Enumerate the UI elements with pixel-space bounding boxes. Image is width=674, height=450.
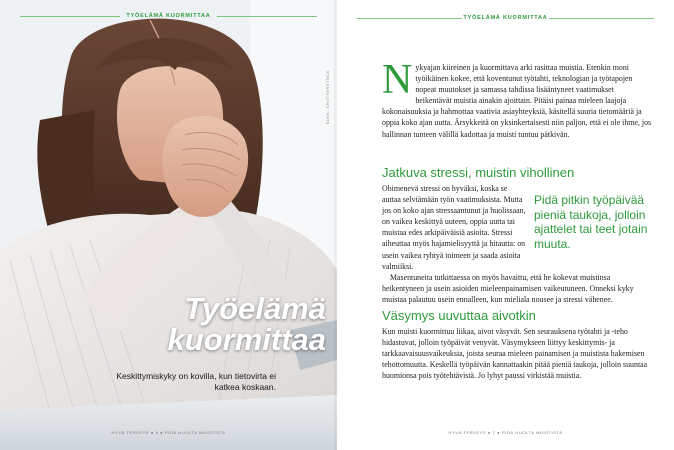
rule-line xyxy=(217,16,317,17)
pull-quote: Pidä pitkin työpäivää pieniä taukoja, jolloin ajattelet tai teet jotain muuta. xyxy=(534,193,648,251)
photo-credit: KUVA: SHUTTERSTOCK xyxy=(325,70,330,125)
feature-lead: Keskittymiskyky on kovilla, kun tietovirta ei katkea koskaan. xyxy=(116,371,276,392)
running-head-left xyxy=(0,13,337,19)
feature-title xyxy=(96,293,326,355)
stress-section xyxy=(382,183,652,305)
paragraph-stress: Ohimenevä stressi on hyväksi, koska se auttaa selviämään työn vaatimuksista. Mutta jos on koko ajan stressaantunut ja huolissaan, on vaikea keskittyä uuteen, oppia uutta tai muistaa edes arkipäiväisiä asioita. Stressi aiheuttaa myös hajamielisyyttä ja hitautta: on usein vaikea ryhtyä toimeen ja saada asioita valmiiksi. xyxy=(382,184,526,271)
running-head-right xyxy=(337,15,674,21)
title-line-2: kuormittaa xyxy=(167,322,326,357)
article-body xyxy=(382,57,652,382)
subheading-stress: Jatkuva stressi, muistin vihollinen xyxy=(382,165,575,180)
drop-cap: N xyxy=(382,57,413,103)
rule-line xyxy=(20,16,120,17)
rule-line xyxy=(549,18,654,19)
subheading-fatigue: Väsymys uuvuttaa aivotkin xyxy=(382,308,536,324)
intro-paragraph xyxy=(382,57,652,162)
intro-text: ykyajan kiireinen ja kuormittava arki rasittaa muistia. Etenkin moni työikäinen kokee, että koventunut työtahti, teknologian ja työtapojen nopeat muutokset ja samassa tahdissa lisääntyneet vaatimukset heikentävät muistia ainakin ajoittain. Pitäisi painaa mieleen laajoja kokonaisuuksia ja hahmottaa vaativia asiayhteyksiä, käsitellä suuria tietomääriä ja oppia koko ajan uutta. Ärsykkeitä on yksinkertaisesti niin paljon, että ei ole ihme, jos hallinnan tunteen välillä kadottaa ja muisti tuntuu pätkivän. xyxy=(382,63,652,139)
running-head-text: TYÖELÄMÄ KUORMITTAA xyxy=(463,15,548,21)
right-page xyxy=(337,0,674,450)
running-head-text: TYÖELÄMÄ KUORMITTAA xyxy=(126,13,211,19)
paragraph-depression: Masentuneita tutkittaessa on myös havaittu, että he kokevat muistinsa heikentyneen ja usein asioiden mieleenpainamisen vaikeutuneen. Onneksi kyky muistaa palautuu usein ennalleen, kun mieliala nousee ja stressi vähenee. xyxy=(382,272,634,304)
title-line-1: Työelämä xyxy=(184,291,326,326)
rule-line xyxy=(357,18,462,19)
paragraph-fatigue: Kun muisti kuormittuu liikaa, aivot väsyvät. Sen seurauksena työtahti ja -teho hidastuvat, jolloin työpäivät venyvät. Väsymykseen liittyy keskittymis- ja tarkkaavaisuusvaikeuksia, joista seuraa mieleen painamisen ja muistista hakemisen tehottomuutta. Keskellä työpäivän kannattaakin pitää pieniä taukoja, jolloin suuntaa huomionsa pois työtehtävistä. Jo lyhyt paussi virkistää muistia. xyxy=(382,327,648,381)
page-footer-left: HYVÄ TERVEYS ● 6 ● PIDÄ HUOLTA MUISTISTA xyxy=(111,430,226,435)
page-footer-right: HYVÄ TERVEYS ● 7 ● PIDÄ HUOLTA MUISTISTA xyxy=(448,430,563,435)
